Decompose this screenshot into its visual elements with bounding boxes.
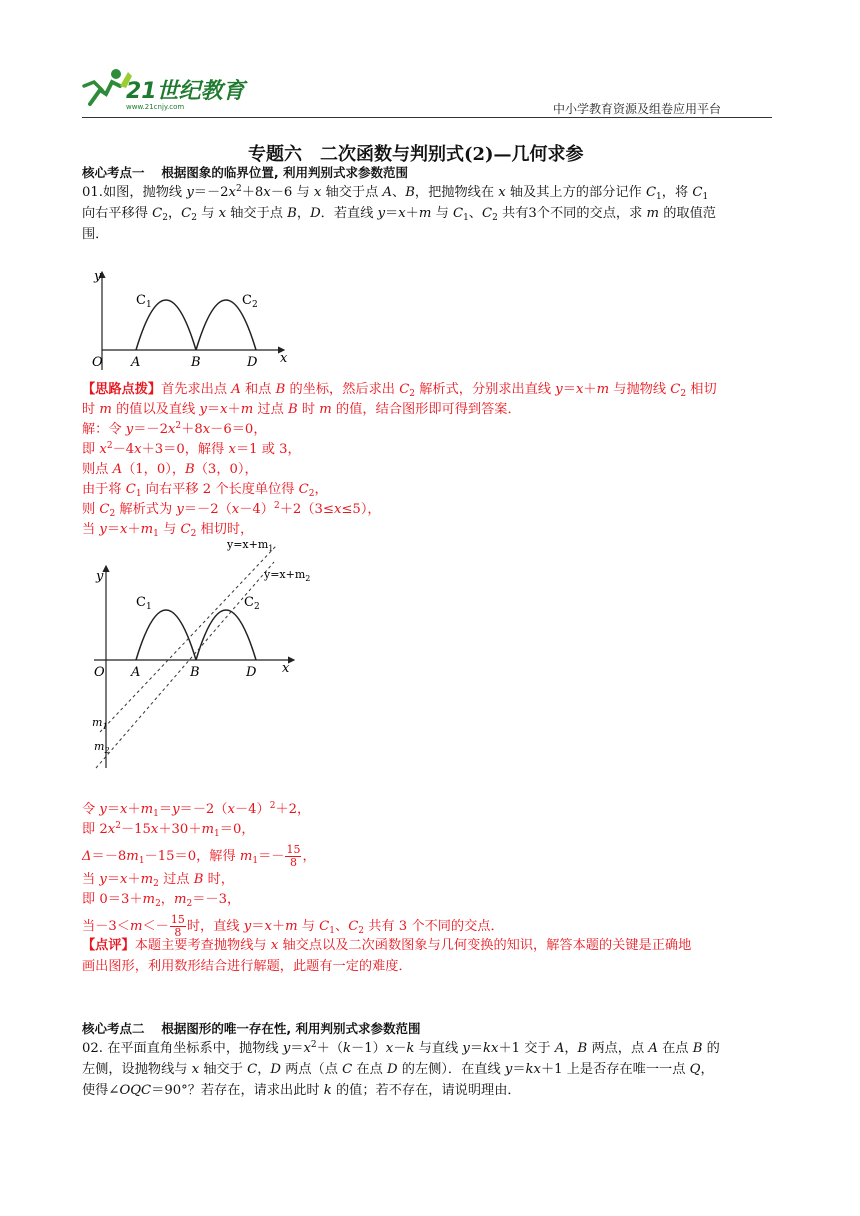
solution-line-4: 由于将 $C_1$ 向右平移 2 个长度单位得 $C_2$， bbox=[82, 482, 328, 499]
curve-c1 bbox=[136, 610, 196, 660]
svg-text:O: O bbox=[92, 355, 103, 370]
solution2-line-4: 当 $y=x+m_2$ 过点 B 时， bbox=[82, 872, 234, 889]
svg-text:C1: $C_1$ bbox=[136, 595, 152, 612]
question-02-line-1: 02. 在平面直角坐标系中，抛物线 $y=x^2+(k-1)x-k$ 与直线 y＝kx＋1 交于 A，B 两点，点 A 在点 B 的 bbox=[82, 1040, 720, 1056]
solution2-line-1: 令 $y=x+m_1=y=-2(x-4)^2+2$， bbox=[82, 801, 311, 819]
solution2-line-6: 当－3＜m＜－ $\frac{15}{8}$ 时，直线 y＝x＋m 与 $C_1$、$C_2$ 共有 3 个不同的交点． bbox=[82, 913, 504, 939]
solution-line-2: 即 $x^2-4x+3=0$，解得 x＝1 或 3， bbox=[82, 441, 301, 457]
platform-name: 中小学教育资源及组卷应用平台 bbox=[553, 102, 722, 116]
solution-line-3: 则点 A（1，0），B（3，0）， bbox=[82, 462, 258, 477]
svg-text:D: D bbox=[246, 665, 257, 680]
svg-text:A: A bbox=[131, 355, 141, 370]
header-rule bbox=[82, 117, 772, 118]
section2-heading: 核心考点二 根据图形的唯一存在性, 利用判别式求参数范围 bbox=[82, 1021, 421, 1036]
page-title: 专题六 二次函数与判别式(2)—几何求参 bbox=[248, 144, 584, 165]
section1-heading: 核心考点一 根据图象的临界位置, 利用判别式求参数范围 bbox=[82, 165, 408, 180]
svg-text:y: y bbox=[94, 269, 102, 284]
svg-text:m1: $m_1$ bbox=[92, 716, 108, 731]
solution2-line-2: 即 $2x^2-15x+30+m_1=0$， bbox=[82, 821, 255, 839]
question-01-line-1: 01.如图，抛物线 $y=-2x^2+8x-6$ 与 x 轴交于点 A、B，把抛物线在 x 轴及其上方的部分记作 $C_1$，将 $C_1$ bbox=[82, 184, 709, 202]
solution2-line-3: $\Delta=-8m_1-15=0$，解得 $m_1=-$ $\frac{15}{8}$ ， bbox=[82, 843, 316, 869]
question-02-line-2: 左侧，设抛物线与 x 轴交于 C，D 两点（点 C 在点 D 的左侧）．在直线 y＝kx＋1 上是否存在唯一一点 Q， bbox=[82, 1062, 714, 1077]
svg-text:A: A bbox=[131, 665, 141, 680]
comment-line-1: 【点评】本题主要考查抛物线与 x 轴交点以及二次函数图象与几何变换的知识，解答本题的关键是正确地 bbox=[82, 938, 692, 953]
svg-text:B: B bbox=[190, 665, 200, 680]
solution-line-5: 则 $C_2$ 解析式为 $y=-2(x-4)^2+2(3\le x\le 5)$， bbox=[82, 501, 381, 519]
solution2-line-5: 即 $0=3+m_2$，$m_2=-3$， bbox=[82, 892, 241, 909]
tip-line-2: 时 m 的值以及直线 y＝x＋m 过点 B 时 m 的值，结合图形即可得到答案． bbox=[82, 402, 521, 417]
svg-text:C2: $C_2$ bbox=[242, 293, 258, 310]
question-01-line-3: 围． bbox=[82, 227, 109, 242]
svg-text:x: x bbox=[280, 351, 288, 366]
svg-text:B: B bbox=[191, 355, 201, 370]
svg-text:y: y bbox=[96, 569, 104, 584]
comment-line-2: 画出图形，利用数形结合进行解题，此题有一定的难度． bbox=[82, 959, 412, 974]
figure-2 bbox=[84, 536, 324, 774]
svg-text:C1: $C_1$ bbox=[136, 293, 152, 310]
logo-text: 21世纪教育 bbox=[126, 79, 245, 104]
svg-text:x: x bbox=[282, 661, 290, 676]
figure-1 bbox=[84, 262, 304, 374]
site-logo bbox=[76, 60, 251, 112]
svg-text:D: D bbox=[247, 355, 258, 370]
svg-text:y=x+m1: $y=x+m_1$ bbox=[227, 538, 274, 553]
question-02-line-3: 使得∠OQC＝90°？若存在，请求出此时 k 的值；若不存在，请说明理由． bbox=[82, 1083, 521, 1098]
svg-text:C2: $C_2$ bbox=[244, 595, 260, 612]
svg-text:O: O bbox=[94, 665, 105, 680]
question-01-line-2: 向右平移得 $C_2$，$C_2$ 与 x 轴交于点 B，D．若直线 y＝x＋m 与 $C_1$、$C_2$ 共有3个不同的交点，求 m 的取值范 bbox=[82, 206, 716, 223]
solution-line-1: 解：令 $y=-2x^2+8x-6=0$， bbox=[82, 421, 267, 437]
svg-text:y=x+m2: $y=x+m_2$ bbox=[264, 568, 311, 583]
svg-text:m2: $m_2$ bbox=[94, 740, 110, 755]
logo-url: www.21cnjy.com bbox=[126, 103, 185, 111]
solution-line-6: 当 $y=x+m_1$ 与 $C_2$ 相切时， bbox=[82, 522, 254, 539]
tip-line-1: 【思路点拨】首先求出点 A 和点 B 的坐标，然后求出 $C_2$ 解析式，分别求出直线 y＝x＋m 与抛物线 $C_2$ 相切 bbox=[82, 382, 717, 399]
